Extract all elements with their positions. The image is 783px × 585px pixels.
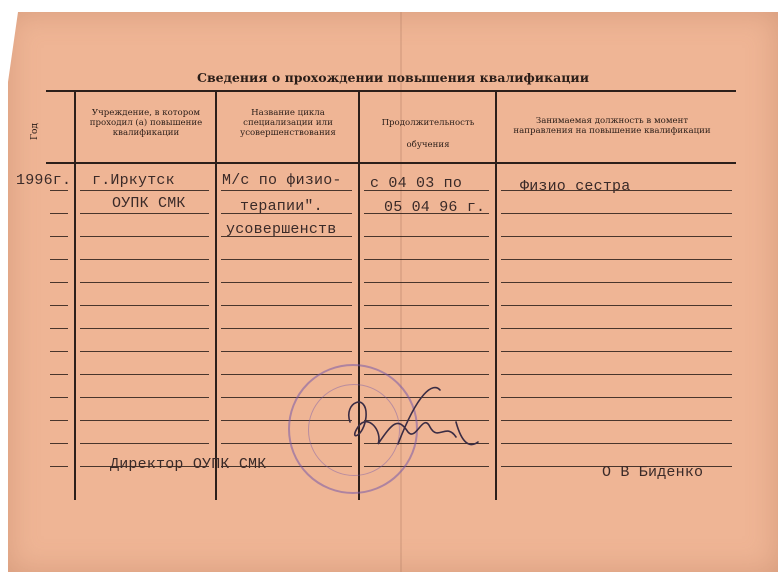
table-top-rule [46, 90, 736, 92]
director-signature [338, 382, 488, 462]
table-row-line [50, 328, 68, 329]
header-year: Год [30, 123, 40, 140]
table-row-line [50, 213, 68, 214]
table-row-line [80, 190, 209, 191]
table-row-line [221, 190, 352, 191]
entry-year: 1996г. [16, 172, 72, 189]
table-row-line [50, 466, 68, 467]
table-row-line [50, 305, 68, 306]
table-row-line [80, 282, 209, 283]
table-row-line [50, 236, 68, 237]
table-row-line [80, 351, 209, 352]
table-row-line [501, 374, 732, 375]
table-row-line [364, 282, 489, 283]
table-row-line [221, 282, 352, 283]
document-title: Сведения о прохождении повышения квалификации [197, 70, 589, 85]
entry-institution-line1: г.Иркутск [92, 172, 175, 189]
column-divider-4 [495, 90, 497, 500]
table-row-line [364, 236, 489, 237]
director-name: О В Биденко [602, 464, 704, 481]
table-row-line [501, 259, 732, 260]
table-row-line [501, 305, 732, 306]
table-row-line [501, 236, 732, 237]
table-row-line [50, 282, 68, 283]
entry-cycle-line2: терапии". [240, 198, 323, 215]
table-row-line [501, 420, 732, 421]
table-row-line [80, 213, 209, 214]
table-row-line [50, 190, 68, 191]
header-duration: Продолжительность обучения [381, 118, 475, 150]
table-row-line [50, 259, 68, 260]
table-row-line [50, 351, 68, 352]
table-row-line [50, 443, 68, 444]
table-row-line [501, 351, 732, 352]
table-header-bottom-rule [46, 162, 736, 164]
table-row-line [80, 328, 209, 329]
table-row-line [80, 443, 209, 444]
document-sheet [8, 12, 778, 572]
header-institution: Учреждение, в котором проходил (а) повышение квалификации [89, 108, 203, 138]
table-row-line [364, 351, 489, 352]
fold-line [400, 12, 402, 572]
entry-position: Физио сестра [520, 178, 631, 195]
header-cycle-name: Название цикла специализации или усовершенствования [240, 108, 336, 138]
table-row-line [221, 259, 352, 260]
table-row-line [80, 397, 209, 398]
entry-cycle-line3: усовершенств [226, 221, 337, 238]
table-row-line [80, 236, 209, 237]
table-row-line [501, 213, 732, 214]
table-row-line [50, 397, 68, 398]
entry-duration-line2: 05 04 96 г. [384, 199, 486, 216]
table-row-line [501, 282, 732, 283]
table-row-line [50, 374, 68, 375]
table-row-line [364, 259, 489, 260]
column-divider-2 [215, 90, 217, 500]
entry-duration-line1: с 04 03 по [370, 175, 463, 192]
table-row-line [221, 305, 352, 306]
header-position: Занимаемая должность в момент направления на повышение квалификации [513, 116, 711, 136]
table-row-line [221, 351, 352, 352]
table-row-line [80, 305, 209, 306]
table-row-line [221, 328, 352, 329]
table-row-line [501, 443, 732, 444]
table-row-line [364, 305, 489, 306]
table-row-line [501, 328, 732, 329]
table-row-line [50, 420, 68, 421]
column-divider-1 [74, 90, 76, 500]
table-row-line [364, 328, 489, 329]
table-row-line [80, 259, 209, 260]
director-label: Директор ОУПК СМК [110, 456, 267, 473]
table-row-line [501, 397, 732, 398]
entry-institution-line2: ОУПК СМК [112, 195, 186, 212]
entry-cycle-line1: М/с по физио- [222, 172, 342, 189]
table-row-line [80, 374, 209, 375]
table-row-line [80, 420, 209, 421]
